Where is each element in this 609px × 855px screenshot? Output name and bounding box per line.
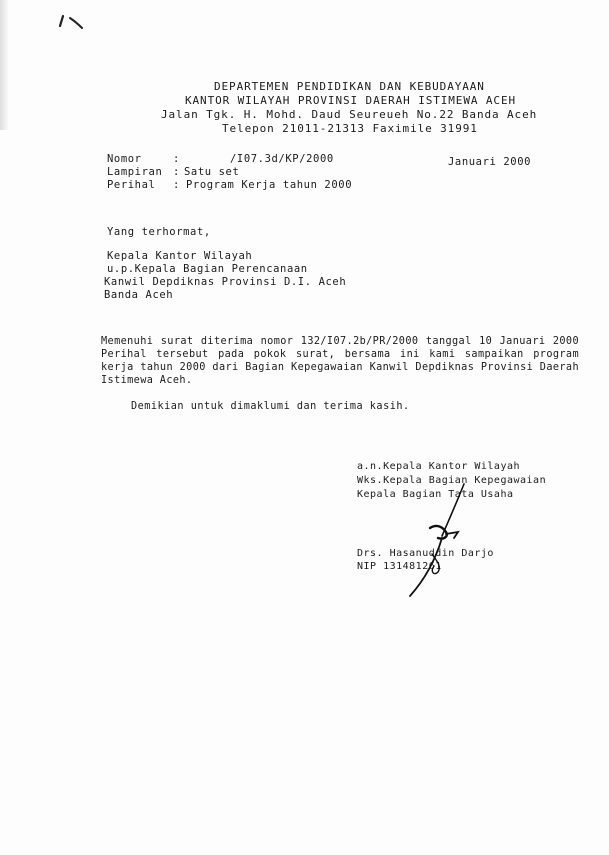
lampiran-value: Satu set [184,166,240,178]
nomor-value: /I07.3d/KP/2000 [230,153,334,165]
recipient-line-2: u.p.Kepala Bagian Perencanaan [107,263,308,275]
salutation: Yang terhormat, [107,226,211,238]
signature-line-1: a.n.Kepala Kantor Wilayah [357,461,521,472]
perihal-separator: : [173,179,180,191]
lampiran-separator: : [173,166,180,178]
recipient-line-4: Banda Aceh [104,289,174,301]
signature-line-2: Wks.Kepala Bagian Kepegawaian [357,475,547,486]
body-paragraph: Memenuhi surat diterima nomor 132/I07.2b/PR/2000 tanggal 10 Januari 2000 Perihal tersebut pada pokok surat, bersama ini kami sampaikan program kerja tahun 2000 dari Bagian Kepegawaian Kanwil Depdiknas Provinsi Daerah Istimewa Aceh. [101,336,579,386]
signatory-name: Drs. Hasanuddin Darjo [357,548,494,559]
recipient-line-1: Kepala Kantor Wilayah [107,250,253,262]
signature-line-3: Kepala Bagian Tata Usaha [357,489,514,500]
nomor-separator: : [173,153,180,165]
lampiran-label: Lampiran [107,166,163,178]
handwritten-mark-icon [56,10,86,30]
recipient-line-3: Kanwil Depdiknas Provinsi D.I. Aceh [104,276,347,288]
perihal-value: Program Kerja tahun 2000 [186,179,353,191]
letterhead-office: KANTOR WILAYAH PROVINSI DAERAH ISTIMEWA ACEH [185,94,516,107]
letterhead-department: DEPARTEMEN PENDIDIKAN DAN KEBUDAYAAN [214,80,485,93]
scan-edge-shadow [0,0,8,130]
closing-line: Demikian untuk dimaklumi dan terima kasih. [131,401,410,412]
letter-date: Januari 2000 [448,156,532,168]
nomor-label: Nomor [107,153,142,165]
letterhead-phone: Telepon 21011-21313 Faximile 31991 [222,122,478,135]
letterhead-address: Jalan Tgk. H. Mohd. Daud Seureueh No.22 Banda Aceh [161,108,538,121]
handwritten-signature [396,480,476,600]
signatory-nip: NIP 131481261 [357,561,442,572]
perihal-label: Perihal [107,179,156,191]
